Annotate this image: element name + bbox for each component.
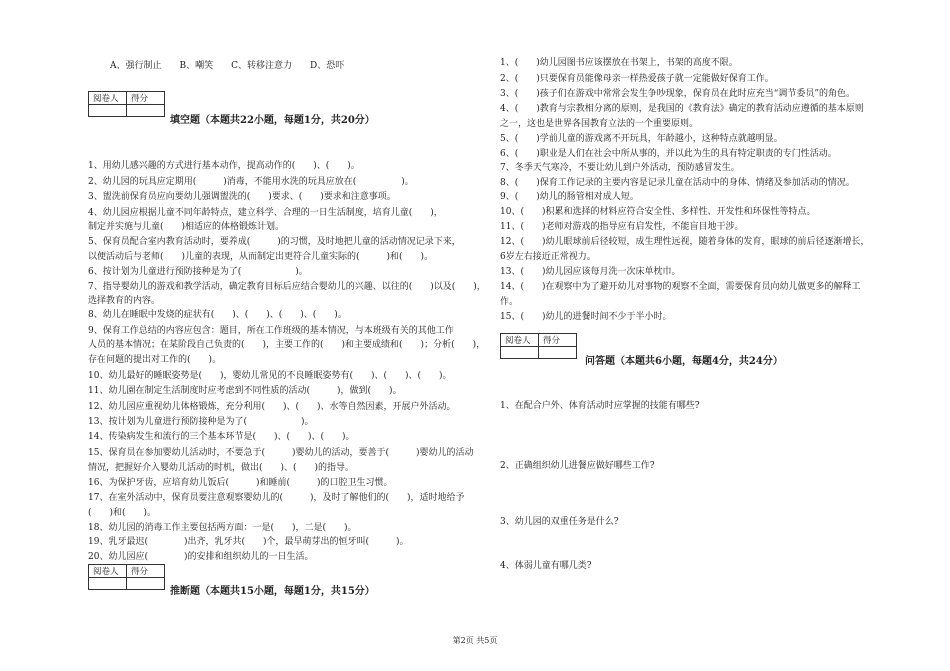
judge-question-line: 之一，这也是世界各国教育立法的一个重要原则。 — [500, 119, 699, 129]
judge-question-line: 6岁左右接近正常视力。 — [500, 252, 596, 262]
options-line: A、强行制止 B、嘲笑 C、转移注意力 D、恐吓 — [110, 61, 345, 71]
fill-question-line: 人员的基本情况；在某阶段自己负责的( )，主要工作的( )和主要成绩和( )；分析( )， — [88, 340, 486, 350]
judge-section-title: 推断题（本题共15小题，每题1分，共15分） — [170, 586, 375, 597]
qa-question: 3、幼儿园的双重任务是什么? — [500, 517, 619, 527]
fill-question-line: 7、指导婴幼儿的游戏和教学活动，确定教育目标后应结合婴幼儿的兴趣、以往的( )以及( )， — [88, 282, 486, 292]
judge-question-line: 10、( )积累和选择的材料应符合安全性、多样性、开发性和环保性等特点。 — [500, 207, 816, 217]
score-box-qa — [500, 333, 577, 359]
page-footer: 第2页 共5页 — [452, 636, 498, 645]
judge-question-line: 7、冬季天气寒冷，不要让幼儿到户外活动，预防感冒发生。 — [500, 163, 740, 173]
fill-question-line: 3、盥洗前保育员应向要幼儿强调盥洗的( )要求、( )要求和注意事项。 — [88, 192, 396, 202]
judge-question-line: 作。 — [500, 297, 519, 307]
fill-question-line: 12、幼儿园应重视幼儿体格锻炼，充分利用( )、( )、水等自然因素，开展户外活动。 — [88, 402, 456, 412]
fill-question-line: 情况，把握好介入婴幼儿活动的时机，做出( )、( )的指导。 — [88, 463, 355, 473]
judge-question-line: 3、( )孩子们在游戏中常常会发生争吵现象，保育员在此时应充当“调节委员”的角色。 — [500, 89, 855, 99]
qa-question: 1、在配合户外、体育活动时应掌握的技能有哪些? — [500, 401, 700, 411]
judge-question-line: 9、( )幼儿的肠管相对成人短。 — [500, 192, 639, 202]
qa-question: 2、正确组织幼儿进餐应做好哪些工作? — [500, 461, 655, 471]
fill-question-line: 14、传染病发生和流行的三个基本环节是( )、( )、( )。 — [88, 432, 355, 442]
fill-question-line: 17、在室外活动中，保育员要注意观察婴幼儿的( )，及时了解他们的( )，适时地给予 — [88, 493, 465, 503]
fill-question-line: 以便活动后与老师( )儿童的表现，从而制定出更符合儿童实际的( )和( )。 — [88, 252, 434, 262]
judge-question-line: 13、( )幼儿园应该每月洗一次床单枕巾。 — [500, 267, 681, 277]
reviewer-label: 阅卷人 — [89, 92, 127, 105]
judge-question-line: 14、( )在观察中为了避开幼儿对事物的观察不全面，需要保育员向幼儿做更多的解释工 — [500, 282, 861, 292]
judge-question-line: 2、( )只要保育员能像母亲一样热爱孩子就一定能做好保育工作。 — [500, 74, 774, 84]
score-label: 得分 — [127, 92, 165, 105]
fill-question-line: 4、幼儿园应根据儿童不同年龄特点，建立科学、合理的一日生活制度，培育儿童( )， — [88, 208, 443, 218]
judge-question-line: 8、( )保育工作记录的主要内容是记录儿童在活动中的身体、情绪及参加活动的情况。 — [500, 178, 855, 188]
score-label: 得分 — [539, 334, 577, 347]
fill-question-line: 6、按计划为儿童进行预防接种是为了( )。 — [88, 267, 308, 277]
fill-question-line: 制定并实施与儿童( )相适应的体格锻炼计划。 — [88, 222, 285, 232]
judge-question-line: 12、( )幼儿眼球前后径较短，成生理性远视，随着身体的发育，眼球的前后径逐渐增长， — [500, 237, 870, 247]
judge-question-line: 5、( )学前儿童的游戏离不开玩具，年龄越小，这种特点就越明显。 — [500, 134, 783, 144]
fill-question-line: 9、保育工作总结的内容应包含：题目，所在工作班级的基本情况，与本班级有关的其他工作 — [88, 326, 454, 336]
fill-section-title: 填空题（本题共22小题，每题1分，共20分） — [170, 115, 375, 126]
reviewer-label: 阅卷人 — [501, 334, 539, 347]
score-box-fill — [88, 91, 165, 117]
fill-question-line: 1、用幼儿感兴趣的方式进行基本动作，提高动作的( )、( )。 — [88, 161, 360, 171]
fill-question-line: 8、幼儿在睡眠中发烧的症状有( )、( )、( )、( )。 — [88, 310, 347, 320]
judge-question-line: 1、( )幼儿园图书应该摆放在书架上，书架的高度不限。 — [500, 58, 738, 68]
judge-question-line: 4、( )教育与宗教相分离的原则，是我国的《教育法》确定的教育活动应遵循的基本原则 — [500, 104, 864, 114]
fill-question-line: 存在问题的提出对工作的( )。 — [88, 355, 222, 365]
fill-question-line: 5、保育员配合室内教育活动时，要养成( )的习惯，及时地把儿童的活动情况记录下来， — [88, 237, 461, 247]
fill-question-line: 19、乳牙最迟( )出齐，乳牙共( )个，最早萌芽出的恒牙叫( )。 — [88, 537, 409, 547]
fill-question-line: 16、为保护牙齿，应培育幼儿饭后( )和睡前( )的口腔卫生习惯。 — [88, 478, 393, 488]
qa-question: 4、体弱儿童有哪几类? — [500, 561, 592, 571]
fill-question-line: 13、按计划为儿童进行预防接种是为了( )。 — [88, 417, 314, 427]
fill-question-line: ( )和( )。 — [88, 508, 157, 518]
qa-section-title: 问答题（本题共6小题，每题4分，共24分） — [585, 356, 783, 367]
fill-question-line: 20、幼儿园应( )的安排和组织幼儿的一日生活。 — [88, 552, 314, 562]
score-box-judge — [88, 564, 165, 590]
judge-question-line: 15、( )幼儿的进餐时间不少于半小时。 — [500, 312, 672, 322]
fill-question-line: 11、幼儿園在制定生活制度时应考虑到不同性质的活动( )，做到( )。 — [88, 386, 402, 396]
fill-question-line: 10、幼儿最好的睡眠姿势是( )，婴幼儿常见的不良睡眠姿势有( )、( )、( )。 — [88, 371, 452, 381]
reviewer-label: 阅卷人 — [89, 565, 127, 578]
fill-question-line: 15、保育员在参加婴幼儿活动时，不要急于( )婴幼儿的活动，要善于( )婴幼儿的活动 — [88, 448, 474, 458]
judge-question-line: 11、( )老师对游戏的指导应有启发性，不能盲目地干涉。 — [500, 222, 744, 232]
fill-question-line: 18、幼儿园的消毒工作主要包括两方面：一是( )，二是( )。 — [88, 523, 357, 533]
judge-question-line: 6、( )职业是人们在社会中所从事的，并以此为生的具有特定职责的专门性活动。 — [500, 149, 837, 159]
score-label: 得分 — [127, 565, 165, 578]
fill-question-line: 2、幼儿园的玩具应定期用( )消毒，不能用水洗的玩具应放在( )。 — [88, 177, 414, 187]
fill-question-line: 选择教育的内容。 — [88, 296, 161, 306]
